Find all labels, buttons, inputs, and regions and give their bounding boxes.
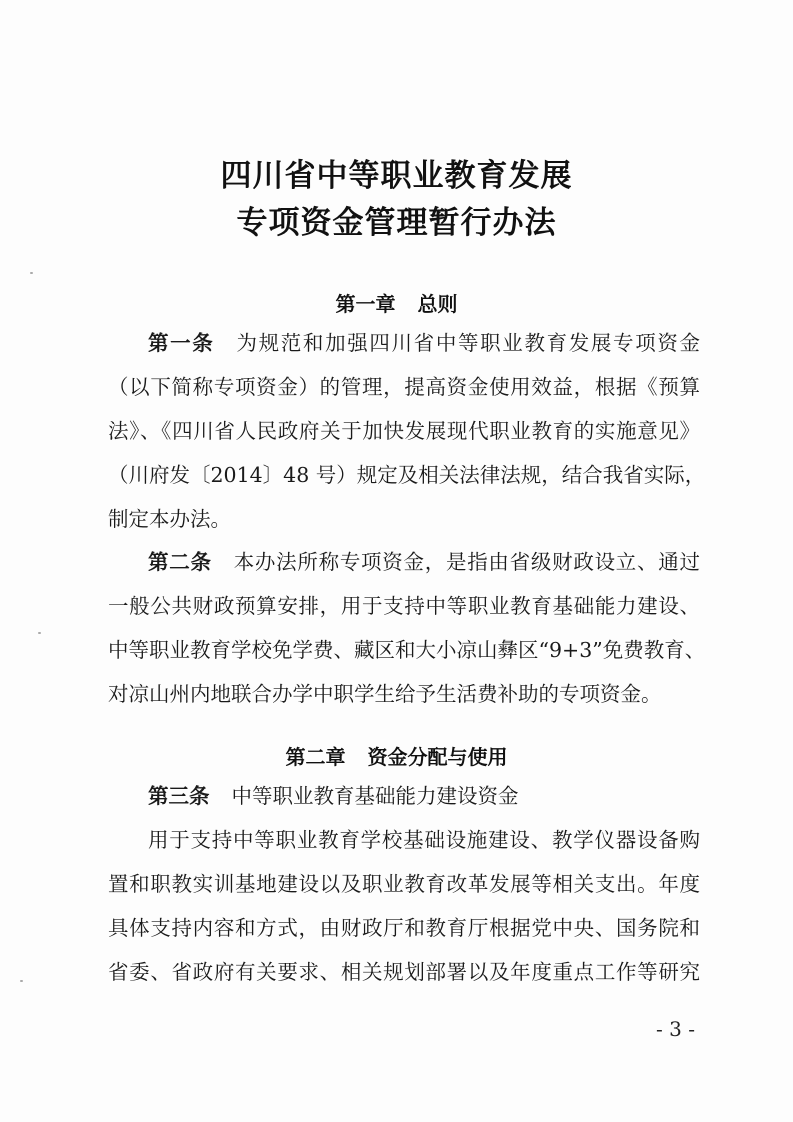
page-number: - 3 - bbox=[656, 1017, 695, 1041]
article-2-label: 第二条 bbox=[148, 550, 212, 574]
article-2-text-1: 本办法所称专项资金，是指由省级财政设立、通过 bbox=[233, 550, 700, 574]
article-2-line-4: 对凉山州内地联合办学中职学生给予生活费补助的专项资金。 bbox=[108, 682, 662, 706]
article-3-heading: 中等职业教育基础能力建设资金 bbox=[231, 784, 519, 808]
chapter-2-label: 第二章 bbox=[285, 745, 346, 769]
scan-speck bbox=[30, 272, 33, 274]
article-3-line-1: 用于支持中等职业教育学校基础设施建设、教学仪器设备购 bbox=[148, 828, 700, 852]
article-1-line-4: （川府发〔2014〕48 号）规定及相关法律法规，结合我省实际， bbox=[108, 463, 706, 487]
document-title-line-1: 四川省中等职业教育发展 bbox=[220, 158, 573, 194]
article-1-text-1: 为规范和加强四川省中等职业教育发展专项资金 bbox=[236, 331, 701, 355]
scan-speck bbox=[20, 980, 23, 982]
chapter-2-name: 资金分配与使用 bbox=[367, 745, 508, 769]
chapter-1-label: 第一章 bbox=[335, 292, 396, 316]
article-1-line-5: 制定本办法。 bbox=[108, 507, 231, 531]
article-1-line-1 bbox=[148, 333, 700, 354]
article-1-line-3: 法》、《四川省人民政府关于加快发展现代职业教育的实施意见》 bbox=[108, 419, 700, 443]
article-2-line-1 bbox=[148, 552, 700, 573]
article-1-line-2: （以下简称专项资金）的管理，提高资金使用效益，根据《预算 bbox=[108, 375, 700, 399]
chapter-1-heading bbox=[0, 288, 793, 317]
article-2-line-3: 中等职业教育学校免学费、藏区和大小凉山彝区“9+3”免费教育、 bbox=[108, 638, 706, 662]
article-3-line-3: 具体支持内容和方式，由财政厅和教育厅根据党中央、国务院和 bbox=[108, 916, 700, 940]
chapter-1-name: 总则 bbox=[417, 292, 458, 316]
article-1-label: 第一条 bbox=[148, 331, 215, 355]
article-2-line-2: 一般公共财政预算安排，用于支持中等职业教育基础能力建设、 bbox=[108, 594, 700, 618]
article-3-line-4: 省委、省政府有关要求、相关规划部署以及年度重点工作等研究 bbox=[108, 960, 700, 984]
article-3-heading-line bbox=[148, 786, 700, 807]
chapter-2-heading bbox=[0, 741, 793, 770]
article-3-label: 第三条 bbox=[148, 784, 210, 808]
document-title-line-2: 专项资金管理暂行办法 bbox=[236, 205, 557, 241]
article-3-line-2: 置和职教实训基地建设以及职业教育改革发展等相关支出。年度 bbox=[108, 872, 700, 896]
scan-speck bbox=[38, 632, 41, 634]
